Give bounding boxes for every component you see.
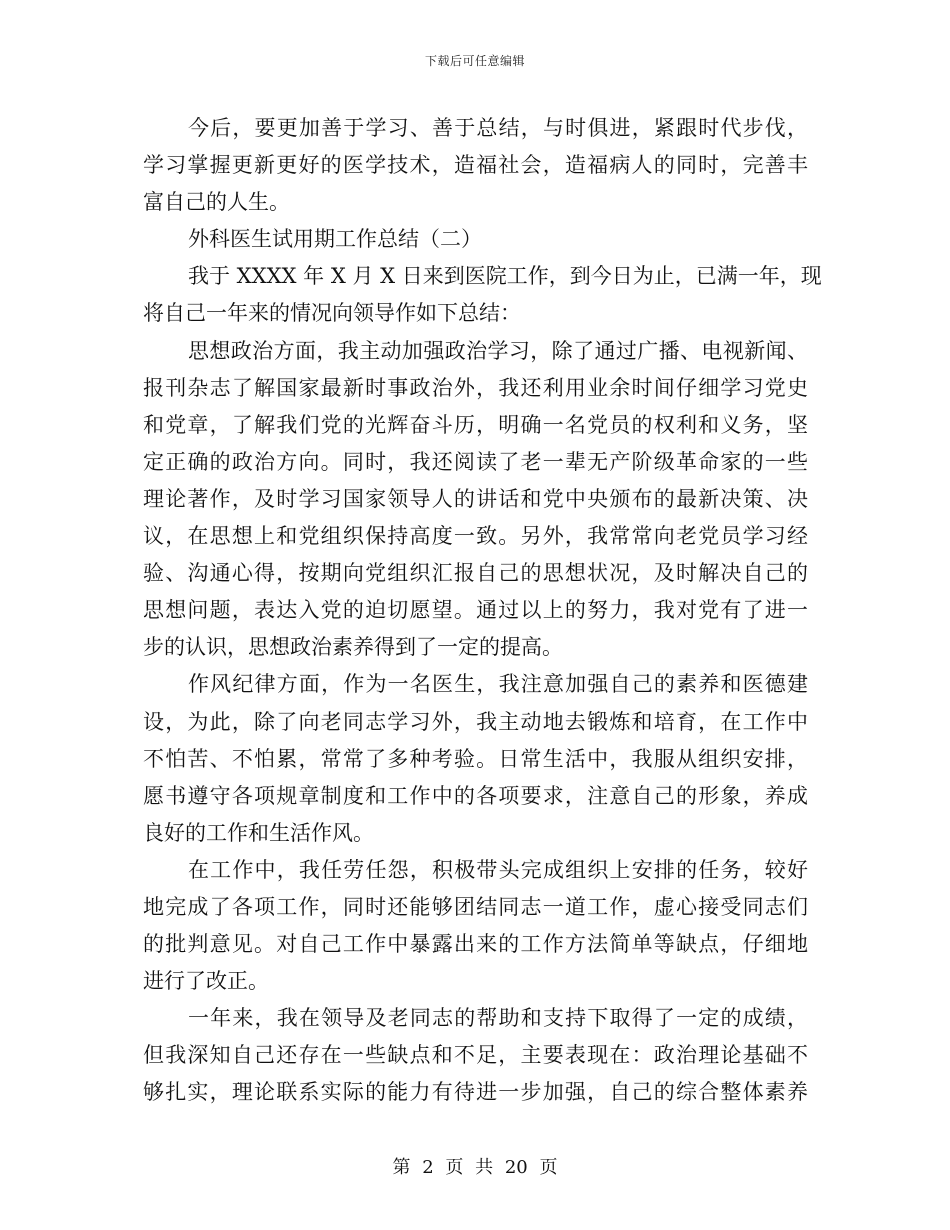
text-line: 将自己一年来的情况向领导作如下总结： <box>143 301 521 326</box>
text-line: 富自己的人生。 <box>143 190 290 215</box>
text-line: 今后，要更加善于学习、善于总结，与时俱进，紧跟时代步伐， <box>188 116 808 140</box>
document-body <box>143 110 822 1112</box>
text-line: 议，在思想上和党组织保持高度一致。另外，我常常向老党员学习经 <box>143 524 808 549</box>
text-line: 理论著作，及时学习国家领导人的讲话和党中央颁布的最新决策、决 <box>143 486 808 511</box>
text-line: 但我深知自己还存在一些缺点和不足，主要表现在：政治理论基础不 <box>143 1043 808 1068</box>
text-line: 够扎实，理论联系实际的能力有待进一步加强，自己的综合整体素养 <box>143 1080 808 1105</box>
text-line: 思想政治方面，我主动加强政治学习，除了通过广播、电视新闻、 <box>188 338 808 363</box>
text-line: 不怕苦、不怕累，常常了多种考验。日常生活中，我服从组织安排， <box>143 746 808 771</box>
text-line: 进行了改正。 <box>143 969 269 994</box>
text-line: 步的认识，思想政治素养得到了一定的提高。 <box>143 635 563 660</box>
text-line: 良好的工作和生活作风。 <box>143 820 374 845</box>
text-line: 设，为此，除了向老同志学习外，我主动地去锻炼和培育，在工作中 <box>143 709 808 734</box>
text-line: 地完成了各项工作，同时还能够团结同志一道工作，虚心接受同志们 <box>143 894 808 919</box>
text-line: 学习掌握更新更好的医学技术，造福社会，造福病人的同时，完善丰 <box>143 153 808 178</box>
text-line: 一年来，我在领导及老同志的帮助和支持下取得了一定的成绩， <box>188 1006 808 1031</box>
text-line: 在工作中，我任劳任怨，积极带头完成组织上安排的任务，较好 <box>188 857 808 882</box>
text-line: 愿书遵守各项规章制度和工作中的各项要求，注意自己的形象，养成 <box>143 783 808 808</box>
page-number-footer: 第 2 页 共 20 页 <box>392 1157 558 1178</box>
text-line: 和党章，了解我们党的光辉奋斗历，明确一名党员的权利和义务，坚 <box>143 412 808 437</box>
page-header: 下载后可任意编辑 <box>424 54 525 68</box>
text-line: 验、沟通心得，按期向党组织汇报自己的思想状况，及时解决自己的 <box>143 561 808 586</box>
text-line: 我于 XXXX 年 X 月 X 日来到医院工作，到今日为止，已满一年，现 <box>188 264 822 289</box>
text-line: 的批判意见。对自己工作中暴露出来的工作方法简单等缺点，仔细地 <box>143 932 808 957</box>
text-line: 思想问题，表达入党的迫切愿望。通过以上的努力，我对党有了进一 <box>143 598 808 623</box>
text-line: 作风纪律方面，作为一名医生，我注意加强自己的素养和医德建 <box>188 672 808 697</box>
text-line: 报刊杂志了解国家最新时事政治外，我还利用业余时间仔细学习党史 <box>143 375 808 400</box>
text-line: 外科医生试用期工作总结（二） <box>188 227 482 252</box>
text-line: 定正确的政治方向。同时，我还阅读了老一辈无产阶级革命家的一些 <box>143 449 808 474</box>
